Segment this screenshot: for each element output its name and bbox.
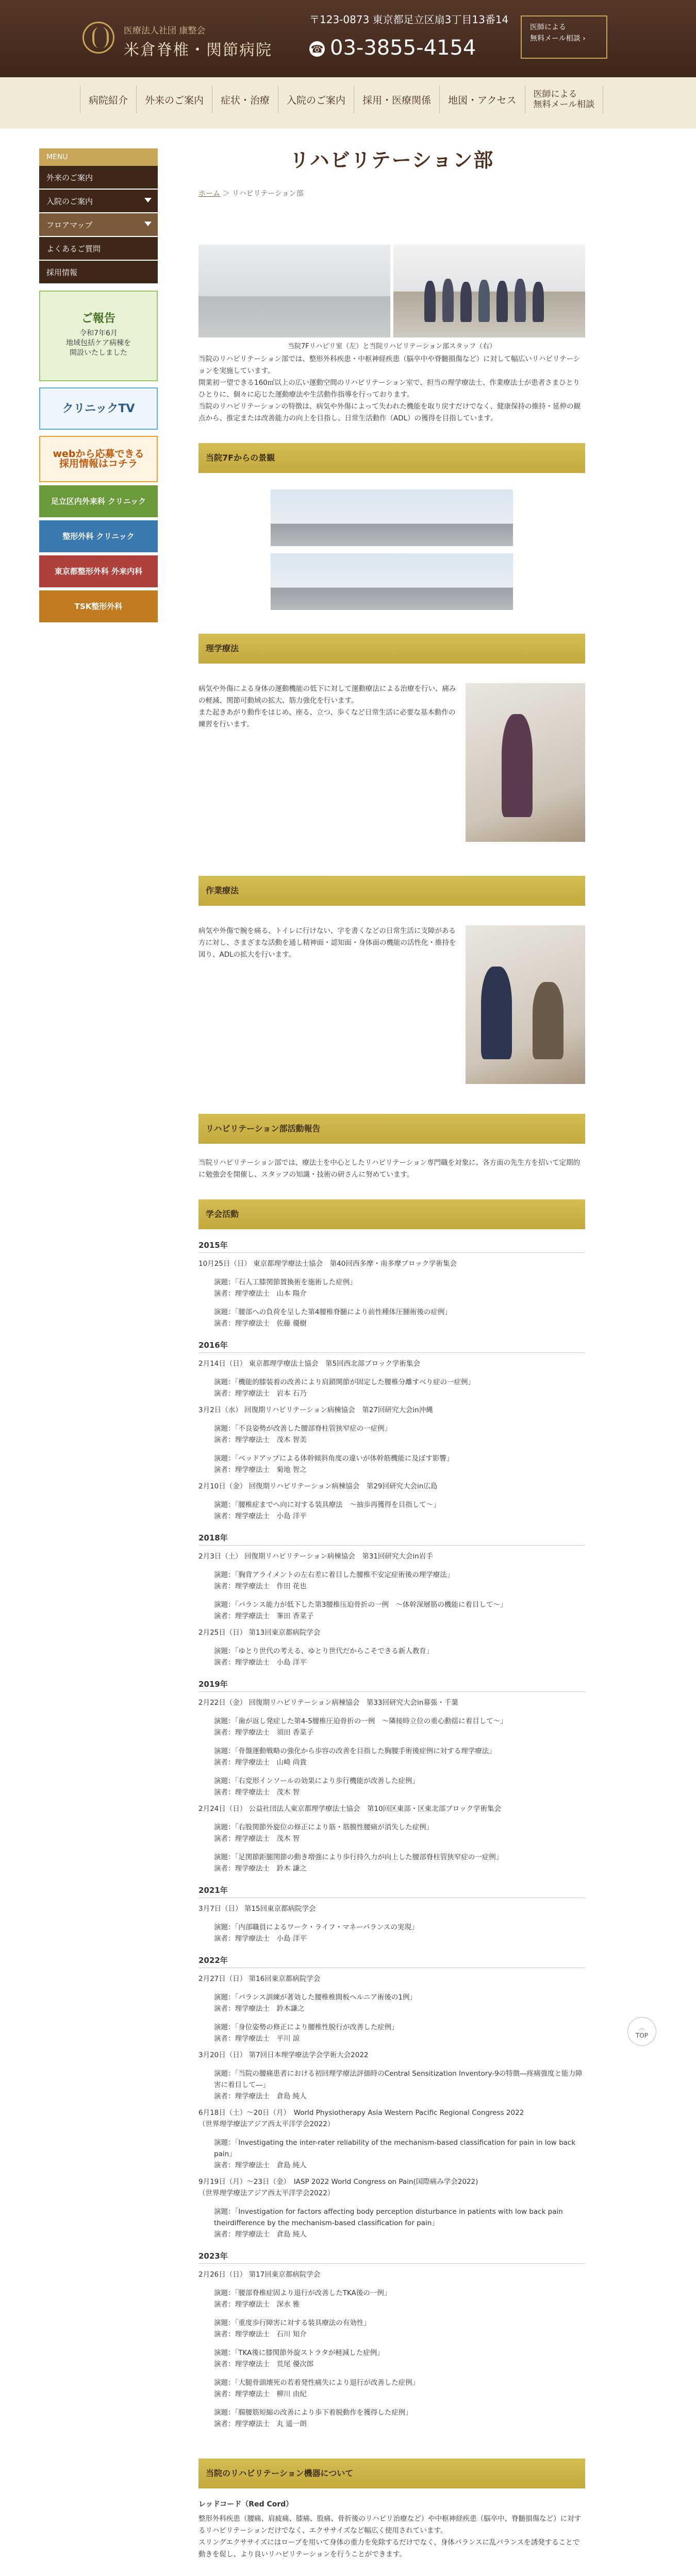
presentation-title: 演題：「骨盤運動戦略の強化から歩容の改善を目指した胸腰手術後症例に対する理学療法」 xyxy=(214,1747,496,1755)
presenter: 演者：理学療法士 石川 知介 xyxy=(214,2330,307,2338)
photo-caption: 当院7Fリハビリ室（左）と当院リハビリテーション部スタッフ（右） xyxy=(287,343,496,350)
presenter: 演者：理学療法士 平川 諒 xyxy=(214,2035,300,2043)
banner-heading: ご報告 xyxy=(81,312,115,325)
presentation-item xyxy=(214,1745,585,1768)
view-photo-1 xyxy=(271,489,513,546)
banner-clinic-4[interactable]: TSK整形外科 xyxy=(39,590,158,622)
presentation-title: 演題：「内部職員によるワーク・ライフ・マネーバランスの実現」 xyxy=(214,1923,419,1931)
back-to-top-button[interactable] xyxy=(627,2017,656,2046)
presenter: 演者：理学療法士 柳川 由紀 xyxy=(214,2390,307,2398)
intro-text: 当院のリハビリテーション部では、整形外科疾患・中枢神経疾患（脳卒中や脊髄損傷など）に対して幅広いリハビリテーションを実施しています。 開業初一望できる160㎡以上の広い運動空間のリハビリテーション室で、担当の理学療法士、作業療法士が患者さまひとりひとりに、個々に応じた運動療法や生活動作指導を行っております。 当院のリハビリテーションの特徴は、病気や外傷によって失われた機能を取り戻すだけでなく、健康保持の維持・延伸の観点から、推定または改善能力の向上を目指し、日常生活動作（ADL）の獲得を目指しています。 xyxy=(198,355,581,422)
presentation-item xyxy=(214,2068,585,2102)
presenter: 演者：理学療法士 丸 遥一朗 xyxy=(214,2420,307,2428)
year-heading: 2018年 xyxy=(198,1532,585,1546)
banner-clinic-3[interactable]: 東京都整形外科 外来内科 xyxy=(39,555,158,587)
nav-item-outpatient[interactable]: 外来のご案内 xyxy=(137,86,212,113)
global-nav xyxy=(0,77,696,129)
presentation-item xyxy=(214,1775,585,1798)
presentation-title: 演題：「腰部への負荷を呈した第4腰椎脊髄により前性種体圧腫術後の症例」 xyxy=(214,1308,452,1316)
presentation-item xyxy=(214,1277,585,1299)
mail-consult-button[interactable]: 医師による 無料メール相談 › xyxy=(521,15,607,59)
presentation-item xyxy=(214,2317,585,2340)
presenter: 演者：理学療法士 深水 雅 xyxy=(214,2300,300,2309)
conference-item: 3月7日（日） 第15回東京都病院学会 xyxy=(198,1905,316,1913)
presentation-item xyxy=(214,2287,585,2310)
conference-item: 2月3日（土） 回復期リハビリテーション病棟協会 第31回研究大会in岩手 xyxy=(198,1552,433,1561)
nav-item-recruit[interactable]: 採用・医療関係 xyxy=(354,86,440,113)
presentation-item xyxy=(214,2022,585,2044)
presentation-item xyxy=(214,1599,585,1622)
presentation-item xyxy=(214,2206,585,2240)
nav-item-access[interactable]: 地図・アクセス xyxy=(440,86,525,113)
year-heading: 2022年 xyxy=(198,1955,585,1968)
presentation-title: 演題：「不良姿勢が改善した腰部脊柱管狭窄症の一症例」 xyxy=(214,1425,392,1433)
presenter: 演者：理学療法士 山本 陽介 xyxy=(214,1290,307,1298)
chevron-up-icon: ︿ xyxy=(638,2024,645,2031)
sidebar-item-recruit[interactable] xyxy=(39,261,158,284)
sidebar-item-inpatient[interactable] xyxy=(39,190,158,213)
presentation-title: 演題：「腰部脊椎症固より退行が改善したTKA後の一例」 xyxy=(214,2289,391,2297)
presenter: 演者：理学療法士 茂木 智美 xyxy=(214,1436,307,1444)
rehab-room-photo xyxy=(198,245,390,337)
presentation-item xyxy=(214,2407,585,2430)
banner-clinic-1[interactable]: 足立区内外来科 クリニック xyxy=(39,485,158,517)
presentation-title: 演題：「Investigating the inter-rater reliability of the mechanism-based classification for pain in low back pain」 xyxy=(214,2139,576,2158)
banner-recruit-web[interactable]: webから応募できる 採用情報はコチラ xyxy=(39,436,158,482)
presentation-title: 演題：「ベッドアップによる体幹傾斜角度の違いが体幹筋機能に及ぼす影響」 xyxy=(214,1454,454,1463)
presenter: 演者：理学療法士 山崎 尚貴 xyxy=(214,1758,307,1767)
presenter: 演者：理学療法士 菊地 智之 xyxy=(214,1466,307,1474)
presentation-title: 演題：「バランス訓練が著効した腰椎椎間板ヘルニア術後の1例」 xyxy=(214,1993,417,2002)
sidebar-item-faq[interactable] xyxy=(39,237,158,261)
conference-item: 2月25日（日） 第13回東京都病院学会 xyxy=(198,1629,321,1637)
phone-icon: ☎ xyxy=(309,41,325,57)
section-heading-pt: 理学療法 xyxy=(198,634,585,664)
phone-number[interactable] xyxy=(309,36,476,60)
presentation-title: 演題：「ゆとり世代の考える、ゆとり世代だからこそできる新人教育」 xyxy=(214,1647,434,1655)
presentation-title: 演題：「腸腰筋短縮の改善により歩下着脱動作を獲得した症例」 xyxy=(214,2409,412,2417)
presenter: 演者：理学療法士 倉島 純人 xyxy=(214,2161,307,2170)
presentation-title: 演題：「腰椎症までへ向に対する装具療法 ～抽歩再獲得を目指して～」 xyxy=(214,1501,440,1509)
sidebar-menu-label: MENU xyxy=(39,148,158,166)
conference-item: 3月2日（水） 回復期リハビリテーション病棟協会 第27回研究大会in沖縄 xyxy=(198,1406,433,1414)
sidebar-item-label: 外来のご案内 xyxy=(46,173,93,182)
presentation-title: 演題：「歯が返し発症した第4-5腰椎圧迫骨折の一例 ～隣接時立位の重心動揺に着目して～」 xyxy=(214,1717,507,1725)
presenter: 演者：理学療法士 倉島 純人 xyxy=(214,2230,307,2239)
pt-photo xyxy=(466,683,585,842)
presentation-title: 演題：「機能的膝装着の改善により肩鎖関節が固定した腰椎分離すべり症の一症例」 xyxy=(214,1378,475,1386)
academic-activity-list xyxy=(198,1240,585,2430)
presentation-item xyxy=(214,1307,585,1329)
presentation-item xyxy=(214,1646,585,1668)
hospital-logo-icon[interactable] xyxy=(82,22,114,54)
conference-item: 6月18日（土）～20日（月） World Physiotherapy Asia Western Pacific Regional Congress 2022 （世界理学療法アジア西太平洋学会2022） xyxy=(198,2109,524,2128)
conference-item: 2月24日（日） 公益社団法人東京都理学療法士協会 第10回区東部・区東北部ブロック学術集会 xyxy=(198,1805,501,1813)
section-heading-view: 当院7Fからの景観 xyxy=(198,443,585,473)
pt-text: 病気や外傷による身体の運動機能の低下に対して運動療法による治療を行い、痛みの軽減、関節可動域の拡大、筋力強化を行います。 また起きあがり動作をはじめ、座る、立つ、歩くなど日常生活に必要な基本動作の練習を行います。 xyxy=(198,685,456,728)
page-title: リハビリテーション部 xyxy=(289,148,494,172)
presenter: 演者：理学療法士 作田 花也 xyxy=(214,1582,307,1590)
presentation-title: 演題：「身位姿勢の修正により腰椎性脱行が改善した症例」 xyxy=(214,2023,399,2031)
breadcrumb-home-link[interactable]: ホーム xyxy=(198,190,220,198)
year-heading: 2015年 xyxy=(198,1240,585,1253)
presenter: 演者：理学療法士 倉島 純人 xyxy=(214,2092,307,2100)
rehab-staff-photo xyxy=(393,245,585,337)
presentation-item xyxy=(214,1423,585,1446)
banner-clinic-tv[interactable]: クリニックTV xyxy=(39,387,158,430)
presentation-title: 演題：「胸背アライメントの左右差に着目した腰椎不安定症術後の理学療法」 xyxy=(214,1571,454,1579)
sidebar-item-outpatient[interactable] xyxy=(39,166,158,190)
presentation-title: 演題：「当院の腰痛患者における初回理学療法評価時のCentral Sensitization Inventory-9の特徴―疼痛強度と能力障害に着目して―」 xyxy=(214,2070,583,2089)
conference-item: 3月20日（日） 第7回日本理学療法学会学術大会2022 xyxy=(198,2051,369,2059)
banner-clinic-2[interactable]: 整形外科 クリニック xyxy=(39,520,158,552)
nav-item-mail-consult[interactable]: 医師による 無料メール相談 xyxy=(525,86,604,113)
presenter: 演者：理学療法士 小島 洋平 xyxy=(214,1658,307,1667)
presentation-item xyxy=(214,2377,585,2400)
logo-subtitle: 医療法人社団 康整会 xyxy=(124,26,206,36)
presentation-item xyxy=(214,1499,585,1522)
presenter: 演者：理学療法士 鈴木 謙之 xyxy=(214,1865,307,1873)
back-to-top-label: TOP xyxy=(635,2032,648,2039)
presentation-title: 演題：「Investigation for factors affecting body perception disturbance in patients with low back pain theirdifference by the mechanism-based classification for pain」 xyxy=(214,2208,563,2227)
presentation-item xyxy=(214,1852,585,1874)
presentation-item xyxy=(214,2347,585,2370)
nav-item-treatment[interactable]: 症状・治療 xyxy=(212,86,278,113)
presentation-title: 演題：「足関節距腿関節の動き増強により歩行持久力が向上した腰部脊柱管狭窄症の一症例」 xyxy=(214,1853,503,1861)
presenter: 演者：理学療法士 岩本 石乃 xyxy=(214,1389,307,1398)
presenter: 演者：理学療法士 須田 香菜子 xyxy=(214,1728,314,1737)
conference-item: 10月25日（日） 東京都理学療法士協会 第40回西多摩・南多摩ブロック学術集会 xyxy=(198,1260,457,1268)
presentation-title: 演題：「TKA後に膝関節外旋ストラタが軽減した症例」 xyxy=(214,2349,384,2357)
sidebar-item-floormap[interactable] xyxy=(39,213,158,237)
conference-item: 2月22日（金） 回復期リハビリテーション病棟協会 第33回研究大会in幕張・千葉 xyxy=(198,1699,458,1707)
presentation-title: 演題：「右変形インソールの効果により歩行機能が改善した症例」 xyxy=(214,1777,419,1785)
hospital-name[interactable]: 米倉脊椎・関節病院 xyxy=(124,41,272,59)
nav-item-inpatient[interactable]: 入院のご案内 xyxy=(278,86,354,113)
presenter: 演者：理学療法士 小島 洋平 xyxy=(214,1512,307,1520)
presentation-item xyxy=(214,1377,585,1399)
equipment-name-redcord: レッドコード（Red Cord） xyxy=(198,2500,293,2509)
presentation-title: 演題：「石人工膝関節置換術を施術した症例」 xyxy=(214,1278,357,1286)
main-content xyxy=(198,144,585,2576)
presenter: 演者：理学療法士 小島 洋平 xyxy=(214,1935,307,1943)
presentation-title: 演題：「重度歩行障害に対する装具療法の有効性」 xyxy=(214,2319,371,2327)
breadcrumb xyxy=(198,188,585,198)
presentation-title: 演題：「バランス能力が低下した第3腰椎压迫骨折の一例 ～体幹深層筋の機能に着目して～」 xyxy=(214,1601,507,1609)
banner-community-care[interactable] xyxy=(39,291,158,381)
nav-item-hospital[interactable]: 病院紹介 xyxy=(80,86,137,113)
sidebar-item-label: よくあるご質問 xyxy=(46,244,101,253)
conference-item: 2月26日（日） 第17回東京都病院学会 xyxy=(198,2270,321,2279)
presenter: 演者：理学療法士 佐藤 優樹 xyxy=(214,1319,307,1328)
conference-item: 2月10日（金） 回復期リハビリテーション病棟協会 第29回研究大会in広島 xyxy=(198,1482,438,1490)
presentation-item xyxy=(214,1716,585,1738)
year-heading: 2021年 xyxy=(198,1885,585,1898)
presentation-item xyxy=(214,2137,585,2171)
presenter: 演者：理学療法士 荒尾 優次郎 xyxy=(214,2360,314,2368)
sidebar-item-label: フロアマップ xyxy=(46,221,93,230)
view-photo-2 xyxy=(271,553,513,610)
breadcrumb-current: リハビリテーション部 xyxy=(231,190,304,198)
chevron-down-icon[interactable] xyxy=(144,222,152,226)
presentation-item xyxy=(214,1922,585,1944)
ot-photo xyxy=(466,925,585,1084)
presentation-item xyxy=(214,1453,585,1476)
presenter: 演者：理学療法士 茂木 智 xyxy=(214,1835,300,1843)
presentation-item xyxy=(214,1569,585,1592)
section-heading-activity: リハビリテーション部活動報告 xyxy=(198,1114,585,1144)
year-heading: 2019年 xyxy=(198,1679,585,1692)
banner-text: 令和7年6月 地域包括ケア病棟を 開設いたしました xyxy=(66,329,131,357)
chevron-down-icon[interactable] xyxy=(144,198,152,202)
breadcrumb-separator: ＞ xyxy=(222,190,230,198)
conference-item: 2月27日（日） 第16回東京都病院学会 xyxy=(198,1975,321,1983)
presenter: 演者：理学療法士 峯田 香菜子 xyxy=(214,1612,314,1620)
section-heading-ot: 作業療法 xyxy=(198,876,585,906)
conference-item: 9月19日（月）～23日（金） IASP 2022 World Congress on Pain(国際痛み学会2022) （世界理学療法アジア西太平洋学会2022） xyxy=(198,2178,478,2197)
presentation-item xyxy=(214,1822,585,1844)
presenter: 演者：理学療法士 茂木 智 xyxy=(214,1788,300,1797)
presentation-item xyxy=(214,1992,585,2014)
year-heading: 2023年 xyxy=(198,2250,585,2264)
presentation-title: 演題：「右股関節外旋位の修正により筋・筋膜性腰痛が消失した症例」 xyxy=(214,1823,434,1832)
section-heading-academic: 学会活動 xyxy=(198,1199,585,1229)
conference-item: 2月14日（日） 東京都理学療法士協会 第5回西北部ブロック学術集会 xyxy=(198,1360,420,1368)
ot-text: 病気や外傷で腕を痛る、トイレに行けない、字を書くなどの日常生活に支障がある方に対し、さまざまな活動を通し精神面・認知面・身体面の機能の活性化・維持を図り、ADLの拡大を行います。 xyxy=(198,927,456,959)
phone-text: 03-3855-4154 xyxy=(330,36,476,60)
activity-text: 当院リハビリテーション部では、療法士を中心としたリハビリテーション専門職を対象に、各方面の先生方を招いて定期的に勉強会を開催し、スタッフの知識・技術の研さんに努めています。 xyxy=(198,1159,581,1179)
sidebar xyxy=(39,148,158,622)
presentation-title: 演題：「大腿骨頭壊死の若着発性痛失により退行が改善した症例」 xyxy=(214,2379,420,2387)
sidebar-item-label: 採用情報 xyxy=(46,268,78,277)
site-header xyxy=(0,0,696,77)
section-heading-equipment: 当院のリハビリテーション機器について xyxy=(198,2459,585,2488)
redcord-text: 整形外科疾患（腰痛、肩疲痛、膝痛、股痛、骨折後のリハビリ治療など）や中枢神経疾患（脳卒中、脊髄損傷など）に対するリハビリテーションだけでなく、エクササイズなど幅広く使用されています。 スリングエクササイズにはロープを用いて身体の重力を免除するだけでなく、身体バランスに乱バランスを誘発することで動きを促し、より良いリハビリテーションを行うことができます。 xyxy=(198,2515,582,2558)
year-heading: 2016年 xyxy=(198,1340,585,1353)
sidebar-item-label: 入院のご案内 xyxy=(46,197,93,206)
presenter: 演者：理学療法士 鈴木謙之 xyxy=(214,2005,305,2013)
address: 〒123-0873 東京都足立区扇3丁目13番14 xyxy=(309,13,509,26)
